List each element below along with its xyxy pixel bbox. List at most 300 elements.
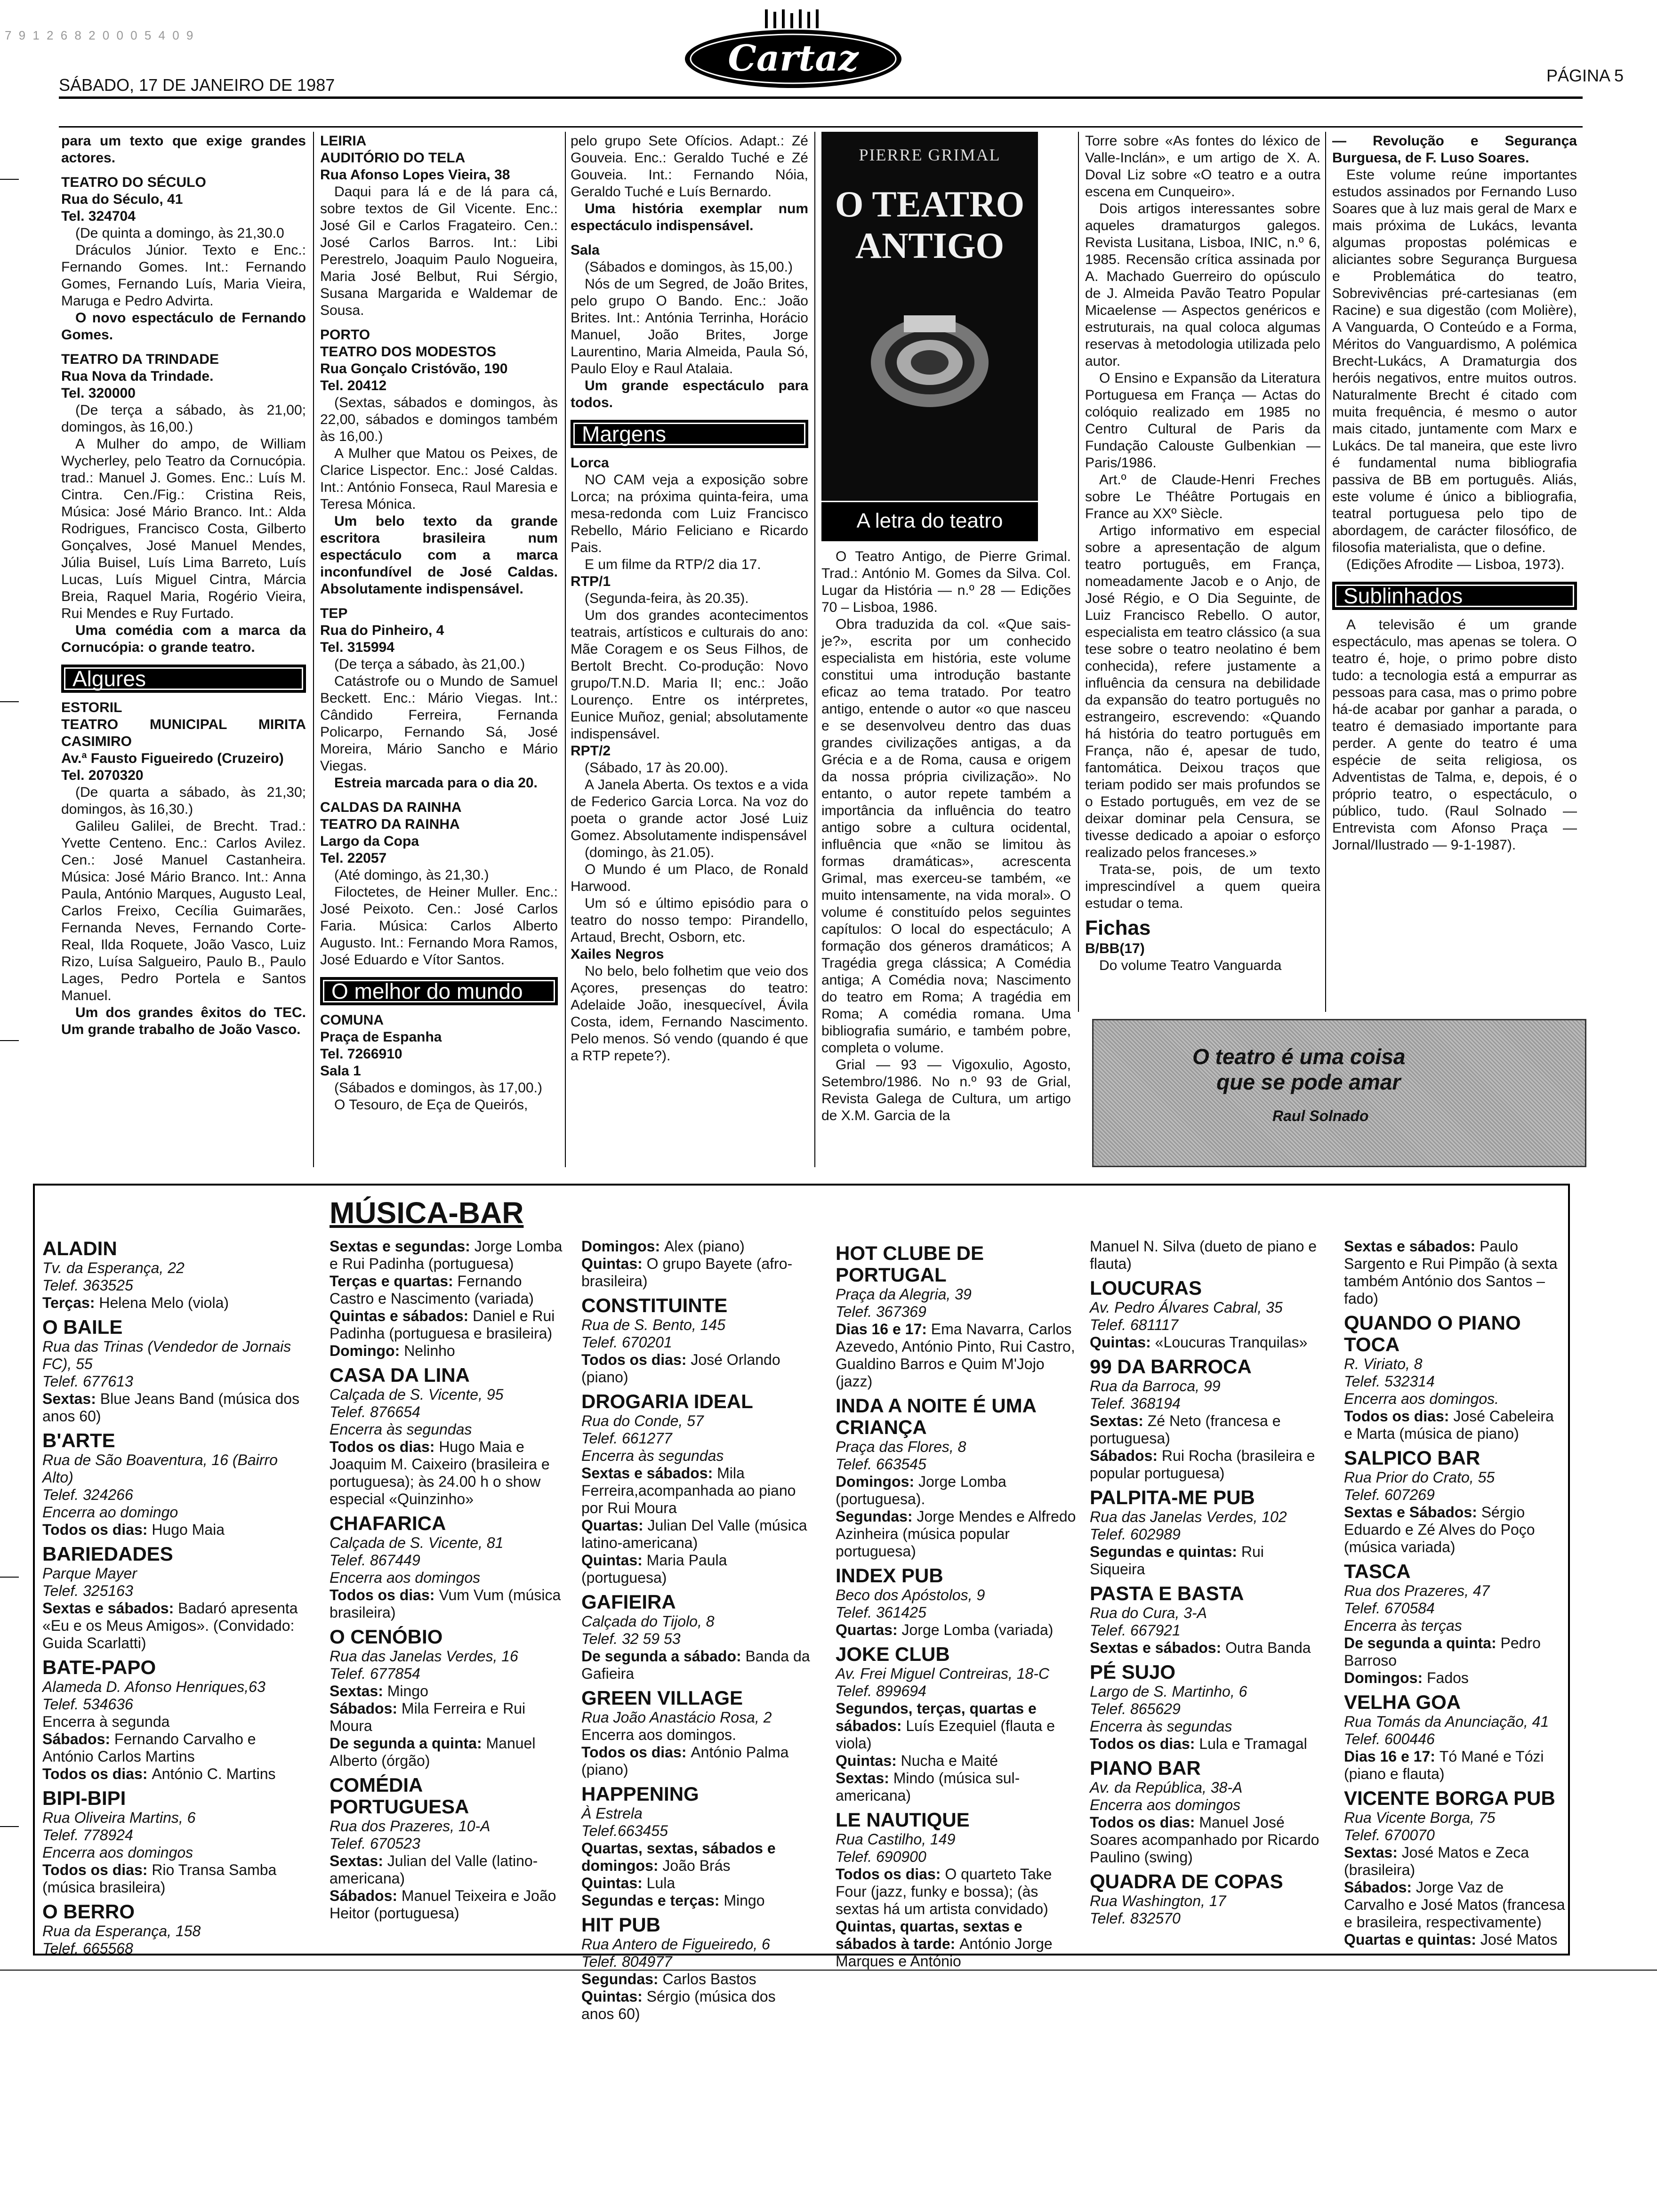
schedule-text: Tó Mané e Tózi (piano e flauta) (1344, 1748, 1544, 1782)
bar-detail: Telef. 667921 (1090, 1622, 1181, 1639)
schedule-text: «Loucuras Tranquilas» (1155, 1334, 1308, 1351)
section-band-margens: Margens (571, 420, 808, 448)
schedule: (Sábados e domingos, às 17,00.) (334, 1080, 542, 1096)
bar-name: O BERRO (42, 1900, 135, 1923)
schedule-label: Sábados: (42, 1731, 114, 1747)
venue-address: Av.ª Fausto Figueiredo (Cruzeiro) (61, 751, 284, 766)
schedule-label: Sextas e Sábados: (1344, 1504, 1481, 1521)
bar-schedule (330, 1307, 565, 1342)
schedule-text: Mingo (724, 1892, 765, 1909)
bar-schedule (330, 1587, 565, 1621)
column-rule (565, 132, 566, 1167)
bar-detail: Encerra aos domingos (42, 1844, 193, 1861)
bar-name: BIPI-BIPI (42, 1787, 126, 1809)
schedule: (De quinta a domingo, às 21,30.0 (75, 225, 284, 241)
venue-phone: Tel. 324704 (61, 208, 136, 224)
bar-schedule (330, 1852, 565, 1887)
play-info: Filoctetes, de Heiner Muller. Enc.: José Peixoto. Cen.: José Carlos Faria. Música: Carlos Alberto Augusto. Int.: Fernando Mora Ramos, José Eduardo e Vítor Santos. (320, 884, 558, 968)
text: E um filme da RTP/2 dia 17. (585, 557, 761, 572)
schedule-label: Dias 16 e 17: (836, 1321, 931, 1338)
header-rule-thin (59, 126, 1583, 128)
schedule-label: Sextas e sábados: (1090, 1639, 1226, 1656)
play-info: A Mulher que Matou os Peixes, de Clarice Lispector. Enc.: José Caldas. Int.: António Fonseca, Raul Maresia e Teresa Mónica. (320, 446, 558, 512)
masthead-logo (680, 9, 906, 92)
bar-schedule (581, 1726, 812, 1744)
bar-detail: Encerra aos domingos (330, 1569, 481, 1586)
schedule-label: Sextas: (330, 1683, 387, 1699)
schedule-label: Sextas e segundas: (330, 1238, 475, 1255)
schedule-text: Badaró apresenta «Eu e os Meus Amigos». (Convidado: Guida Scarlatti) (42, 1600, 298, 1651)
subhead: Lorca (571, 455, 609, 471)
fichas-heading: Fichas (1085, 916, 1151, 939)
bar-schedule (42, 1600, 306, 1652)
bar-schedule (581, 1351, 812, 1386)
book-caption: A letra do teatro (821, 501, 1038, 541)
bar-schedule (836, 1918, 1080, 1970)
bar-detail: Rua Vicente Borga, 75 (1344, 1809, 1496, 1826)
schedule-label: Sábados: (330, 1887, 402, 1904)
bar-detail: Telef. 876654 (330, 1403, 420, 1420)
schedule-label: Sábados: (1090, 1447, 1162, 1464)
bar-detail: Telef. 602989 (1090, 1526, 1181, 1543)
edge-mark (0, 701, 19, 702)
bar-detail: Telef. 325163 (42, 1582, 133, 1599)
bar-schedule (1090, 1334, 1320, 1351)
bar-schedule (836, 1621, 1080, 1639)
bar-detail: Encerra aos domingos. (1344, 1390, 1499, 1407)
bar-schedule (836, 1866, 1080, 1918)
schedule-text: João Brás (662, 1857, 731, 1874)
bar-name: QUADRA DE COPAS (1090, 1870, 1283, 1892)
schedule-label: Domingos: (1344, 1669, 1427, 1686)
column-4 (821, 548, 1071, 1179)
issue-date: SÁBADO, 17 DE JANEIRO DE 1987 (59, 75, 335, 95)
bar-name: 99 DA BARROCA (1090, 1355, 1252, 1378)
bar-detail: Telef. 867449 (330, 1552, 420, 1569)
musica-bar-column-6 (1344, 1238, 1565, 1951)
column-6 (1332, 133, 1577, 1018)
schedule-label: Quintas: (581, 1875, 647, 1891)
bar-detail: Telef. 677613 (42, 1373, 133, 1390)
text: Grial — 93 — Vigoxulio, Agosto, Setembro/1986. No n.º 93 de Grial, Revista Galega de Cultura, um artigo de X.M. Garcia de la (821, 1057, 1071, 1123)
bar-detail: Tv. da Esperança, 22 (42, 1259, 185, 1276)
bar-detail: Rua do Conde, 57 (581, 1412, 704, 1429)
play-info: Daqui para lá e de lá para cá, sobre textos de Gil Vicente. Enc.: José Gil e Carlos Fragateiro. Cen.: José Carlos Barros. Int.: Libi Perestrelo, Joaquim Paulo Nogueira, Maria José Belbut, Rui Sérgio, Susana Margarida e Waldemar de Sousa. (320, 184, 558, 318)
play-info: A Mulher do ampo, de William Wycherley, pelo Teatro da Cornucópia. trad.: Manuel J. Gomes. Enc.: Luís M. Cintra. Cen./Fig.: Cristina Reis, Música: José Mário Branco. Int.: Alda Rodrigues, Francisco Costa, Gilberto Gonçalves, José Manuel Mendes, Júlia Buisel, Luís Lima Barreto, Luís Lucas, Luís Miguel Cintra, Márcia Breia, Raquel Maria, Rogério Vieira, Rui Mendes e Ruy Furtado. (61, 436, 306, 621)
schedule-text: Julian Del Valle (música latino-americana) (581, 1517, 807, 1551)
schedule-label: Quintas, quartas, sextas e sábados à tarde: (836, 1918, 1022, 1952)
schedule-label: Todos os dias: (42, 1861, 152, 1878)
bar-name: B'ARTE (42, 1429, 115, 1451)
play-info: Dráculos Júnior. Texto e Enc.: Fernando Gomes. Int.: Fernando Gomes, Fernando Luís, Maria Vieira, Maruga e Pedro Advirta. (61, 242, 306, 309)
text: para um texto que exige grandes actores. (61, 133, 306, 166)
bar-schedule (1344, 1748, 1565, 1783)
schedule-label: Sextas e sábados: (42, 1600, 178, 1617)
bar-schedule (1344, 1931, 1565, 1948)
schedule-label: Terças e quartas: (330, 1273, 458, 1290)
schedule-label: Todos os dias: (581, 1744, 691, 1761)
bar-name: QUANDO O PIANO TOCA (1344, 1312, 1521, 1355)
bar-schedule (1344, 1408, 1565, 1443)
schedule-text: Mila Ferreira e Rui Moura (330, 1700, 526, 1734)
bar-detail: Rua de São Boaventura, 16 (Bairro Alto) (42, 1451, 278, 1486)
book-cover-art (864, 292, 996, 414)
schedule-text: Carlos Bastos (662, 1971, 756, 1988)
bar-schedule (42, 1731, 306, 1765)
bar-detail: Telef. 778924 (42, 1827, 133, 1843)
schedule-text: Daniel e Rui Padinha (portuguesa e brasileira) (330, 1307, 555, 1342)
column-5 (1085, 133, 1320, 1018)
bar-detail: Rua Tomás da Anunciação, 41 (1344, 1713, 1549, 1730)
text: Um só e último episódio para o teatro do nosso tempo: Pirandello, Artaud, Brecht, Osborn, etc. (571, 896, 808, 945)
bar-schedule (330, 1887, 565, 1922)
schedule-label: Quintas: (1090, 1334, 1155, 1351)
bar-detail: Telef. 361425 (836, 1604, 926, 1621)
schedule-text: Manuel Alberto (órgão) (330, 1735, 536, 1769)
bar-name: HAPPENING (581, 1783, 699, 1805)
schedule-text: Julian del Valle (latino-americana) (330, 1852, 538, 1887)
text: Este volume reúne importantes estudos assinados por Fernando Luso Soares que à luz mais geral de Marx e mais próxima de Lukács, levanta algumas propostas polémicas e aliciantes sobre Segurança Burguesa e Problemática do teatro, Sobrevivências pré-cartesianas (em Racine) e sua digestão (com Molière), A Vanguarda, O Conteúdo e a Forma, Méritos do Vanguardismo, A polémica Brecht-Lukács, A Dramaturgia dos heróis negativos, entre muitos outros. Naturalmente Brecht é citado com muita frequência, é mesmo o autor mais citado, juntamente com Marx e Lukács. De tal maneira, que este livro é fundamental numa bibliografia passiva de BB em português. Aliás, este volume é único a bibliografia, teatral portuguesa pelo tipo de abordagem, de carácter filosófico, de filosofia materialista, que o define. (1332, 167, 1577, 555)
venue-phone: Tel. 315994 (320, 640, 394, 655)
bar-name: JOKE CLUB (836, 1643, 950, 1665)
edge-mark (0, 179, 19, 180)
schedule-label: Segundas e quintas: (1090, 1543, 1241, 1560)
schedule-label: Sextas: (1344, 1844, 1402, 1861)
schedule: (Sábado, 17 às 20.00). (585, 760, 729, 776)
bar-name: GAFIEIRA (581, 1591, 676, 1613)
bar-schedule (581, 1648, 812, 1683)
bar-name: INDEX PUB (836, 1564, 943, 1587)
bar-detail: Telef.663455 (581, 1822, 668, 1839)
bar-detail: Praça da Alegria, 39 (836, 1286, 972, 1303)
bar-schedule (1344, 1669, 1565, 1687)
schedule-text: José Cabeleira e Marta (música de piano) (1344, 1408, 1554, 1442)
header-rule (59, 96, 1583, 99)
schedule-label: Sextas e sábados: (1344, 1238, 1480, 1255)
bar-schedule (1090, 1735, 1320, 1753)
bar-schedule (581, 1840, 812, 1875)
schedule-label: Domingo: (330, 1342, 404, 1359)
text: No belo, belo folhetim que veio dos Açores, presenças do teatro: Adelaide João, inesquecível, Ávila Costa, idem, Fernando Nascimento. Pelo menos. Só vendo (quando é que a RTP repete?). (571, 963, 808, 1064)
bar-name: HOT CLUBE DE PORTUGAL (836, 1242, 984, 1286)
bar-name: PIANO BAR (1090, 1757, 1201, 1779)
city-name: LEIRIA (320, 133, 367, 149)
schedule-text: Fernando Carvalho e António Carlos Martins (42, 1731, 256, 1765)
bottom-rule (0, 1970, 1657, 1971)
schedule-text: Nelinho (404, 1342, 455, 1359)
bar-name: CONSTITUINTE (581, 1294, 728, 1316)
bar-schedule (581, 1892, 812, 1909)
venue-name: TEATRO DOS MODESTOS (320, 344, 496, 360)
schedule-text: Hugo Maia (152, 1521, 225, 1538)
bar-detail: Encerra às segundas (1090, 1718, 1232, 1735)
bar-name: LE NAUTIQUE (836, 1809, 970, 1831)
schedule-text: Sérgio Eduardo e Zé Alves do Poço (música variada) (1344, 1504, 1535, 1555)
bar-schedule (1344, 1238, 1565, 1307)
venue-name: AUDITÓRIO DO TELA (320, 150, 466, 166)
bar-detail: Telef. 324266 (42, 1486, 133, 1503)
bar-schedule (330, 1438, 565, 1508)
schedule-text: Lula (646, 1875, 676, 1891)
column-rule (814, 132, 815, 1167)
bar-schedule (330, 1342, 565, 1360)
bar-schedule (330, 1735, 565, 1770)
edge-mark (0, 1826, 19, 1827)
review: O novo espectáculo de Fernando Gomes. (61, 310, 306, 343)
quote-author: Raul Solnado (1272, 1107, 1369, 1124)
book-cover-image (821, 132, 1038, 541)
column-2 (320, 133, 558, 1178)
schedule-text: Luís Ezequiel (flauta e viola) (836, 1717, 1055, 1752)
schedule: (domingo, às 21.05). (585, 845, 715, 860)
schedule: (De quarta a sábado, às 21,30; domingos, às 16,30.) (61, 785, 306, 817)
schedule-text: Manuel José Soares acompanhado por Ricardo Paulino (swing) (1090, 1814, 1319, 1866)
schedule-text: Fados (1426, 1669, 1469, 1686)
venue-address: Praça de Espanha (320, 1029, 442, 1045)
bar-schedule (1344, 1879, 1565, 1931)
schedule-label: Segundos, terças, quartas e sábados: (836, 1700, 1037, 1734)
schedule-label: De segunda a quinta: (330, 1735, 486, 1752)
play-info: O Tesouro, de Eça de Queirós, (334, 1097, 528, 1113)
venue-address: Rua Afonso Lopes Vieira, 38 (320, 167, 510, 183)
schedule-label: Segundas e terças: (581, 1892, 724, 1909)
schedule-text: O quarteto Take Four (jazz, funky e bossa); (às sextas há um artista convidado) (836, 1866, 1052, 1917)
schedule-label: Sábados: (330, 1700, 402, 1717)
column-1 (61, 133, 306, 1178)
bar-name: O BAILE (42, 1316, 123, 1338)
schedule-text: Encerra aos domingos. (581, 1726, 737, 1743)
bar-detail: R. Viriato, 8 (1344, 1355, 1423, 1372)
schedule-label: Todos os dias: (330, 1438, 439, 1455)
quote-text: O teatro é uma coisa que se pode amar (1192, 1044, 1406, 1094)
bar-detail: Rua do Cura, 3-A (1090, 1604, 1207, 1621)
bar-detail: Telef. 899694 (836, 1683, 926, 1699)
quote-box (1092, 1019, 1586, 1167)
schedule-text: Paulo Sargento e Rui Pimpão (à sexta também António dos Santos – fado) (1344, 1238, 1558, 1307)
book-title: O TEATRO ANTIGO (835, 184, 1025, 266)
venue-phone: Tel. 22057 (320, 850, 387, 866)
musica-bar-column-3 (581, 1238, 812, 2022)
bar-detail: Rua Castilho, 149 (836, 1831, 956, 1848)
column-rule (313, 132, 314, 1167)
page-number: PÁGINA 5 (1546, 66, 1624, 85)
schedule-text: Outra Banda (1225, 1639, 1311, 1656)
bar-detail: Calçada do Tijolo, 8 (581, 1613, 715, 1630)
schedule-label: Quintas: (581, 1988, 647, 2005)
bar-schedule (836, 1700, 1080, 1752)
bar-schedule (1344, 1504, 1565, 1556)
schedule-text: António Jorge Marques e António (836, 1935, 1053, 1970)
schedule-text: Encerra à segunda (42, 1713, 170, 1730)
schedule-label: Quintas: (581, 1255, 647, 1272)
schedule-label: Todos os dias: (42, 1521, 152, 1538)
musica-bar-column-1 (42, 1237, 306, 1957)
text: (Edições Afrodite — Lisboa, 1973). (1346, 557, 1565, 572)
bar-detail: Telef. 670523 (330, 1835, 420, 1852)
schedule-text: Mila Ferreira,acompanhada ao piano por Rui Moura (581, 1465, 796, 1516)
musica-bar-column-4 (836, 1242, 1080, 1970)
bar-detail: Rua Antero de Figueiredo, 6 (581, 1936, 770, 1953)
bar-detail: Telef. 865629 (1090, 1700, 1181, 1717)
schedule-label: De segunda a sábado: (581, 1648, 746, 1665)
fichas-code: B/BB(17) (1085, 941, 1145, 956)
bar-detail: Telef. 368194 (1090, 1395, 1181, 1412)
bar-name: VICENTE BORGA PUB (1344, 1787, 1555, 1809)
bar-detail: Parque Mayer (42, 1565, 137, 1582)
book-author: PIERRE GRIMAL (859, 145, 1001, 164)
bar-name: PASTA E BASTA (1090, 1582, 1244, 1604)
bar-detail: Encerra às terças (1344, 1617, 1462, 1634)
schedule-text: António C. Martins (152, 1765, 276, 1782)
musica-bar-title: MÚSICA-BAR (330, 1196, 524, 1230)
venue-address: Largo da Copa (320, 834, 419, 849)
bar-schedule (581, 1971, 812, 1988)
section-band-algures: Algures (61, 665, 306, 693)
bar-detail: Telef. 534636 (42, 1696, 133, 1713)
schedule-text: Hugo Maia e Joaquim M. Caixeiro (brasileira e portuguesa); às 24.00 h o show especial «Quinzinho» (330, 1438, 550, 1507)
schedule-label: Sextas: (836, 1770, 893, 1787)
play-info: Catástrofe ou o Mundo de Samuel Beckett. Enc.: Mário Viegas. Int.: Cândido Ferreira, Fernanda Policarpo, Fernando Sá, José Moreira, Mário Sancho e Mário Viegas. (320, 673, 558, 774)
text: Trata-se, pois, de um texto imprescindível a quem queira estudar o tema. (1085, 862, 1320, 911)
review: Um belo texto da grande escritora brasileira num espectáculo com a marca inconfundível de José Caldas. Absolutamente indispensável. (320, 513, 558, 597)
bar-detail: Telef. 363525 (42, 1277, 133, 1294)
city-name: CALDAS DA RAINHA (320, 800, 462, 815)
schedule-text: Alex (piano) (664, 1238, 745, 1255)
bar-detail: Telef. 832570 (1090, 1910, 1181, 1927)
bar-schedule (330, 1273, 565, 1307)
bar-schedule (581, 1465, 812, 1517)
schedule-text: Blue Jeans Band (música dos anos 60) (42, 1390, 300, 1425)
schedule-label: Domingos: (836, 1473, 918, 1490)
bar-detail: Telef. 32 59 53 (581, 1630, 681, 1647)
venue-address: Rua Gonçalo Cristóvão, 190 (320, 361, 508, 377)
bar-name: SALPICO BAR (1344, 1447, 1480, 1469)
schedule-label: Sábados: (1344, 1879, 1416, 1896)
city-name: PORTO (320, 327, 370, 343)
bar-detail: Telef. 663545 (836, 1456, 926, 1473)
text: Dois artigos interessantes sobre aqueles dramaturgos galegos. Revista Lusitana, Lisboa, INIC, n.º 6, 1985. Recensão crítica assinada por A. Machado Guerreiro do opúsculo de J. Almeida Pavão Teatro Popular Micaelense — Aspectos genéricos e estruturais, na qual coloca algumas reservas à metodologia utilizada pelo autor. (1085, 201, 1320, 369)
text: Um dos grandes acontecimentos teatrais, artísticos e culturais do ano: Mãe Coragem e os Seus Filhos, de Bertolt Brecht. Co-produção: Novo grupo/T.N.D. Maria II; enc.: João Lourenço. Entre os intérpretes, Eunice Muñoz, genial; absolutamente indispensável. (571, 608, 808, 742)
bar-detail: Rua Oliveira Martins, 6 (42, 1809, 196, 1826)
play-info: pelo grupo Sete Ofícios. Adapt.: Zé Gouveia. Enc.: Geraldo Tuché e Zé Gouveia. Int.: Fernando Nóia, Geraldo Tuché e Luís Bernardo. (571, 133, 808, 200)
schedule-text: Jorge Lomba (variada) (901, 1621, 1054, 1638)
schedule-text: José Matos (1480, 1931, 1558, 1948)
schedule-text: Manuel N. Silva (dueto de piano e flauta) (1090, 1238, 1317, 1272)
schedule-label: Segundas: (581, 1971, 663, 1988)
schedule-label: Sextas e sábados: (581, 1465, 717, 1482)
bar-schedule (581, 1744, 812, 1779)
schedule-label: Quintas: (836, 1752, 901, 1769)
schedule-text: José Matos e Zeca (brasileira) (1344, 1844, 1529, 1878)
edge-mark (0, 1577, 19, 1578)
schedule-text: Ema Navarra, Carlos Azevedo, António Pinto, Rui Castro, Gualdino Barros e Quim M'Jojo (jazz) (836, 1321, 1075, 1390)
schedule-text: Rui Siqueira (1090, 1543, 1264, 1578)
schedule: (De terça a sábado, às 21,00; domingos, às 16,00.) (61, 402, 306, 435)
bar-schedule (1090, 1543, 1320, 1578)
bar-schedule (1090, 1814, 1320, 1866)
bar-name: LOUCURAS (1090, 1277, 1202, 1299)
review: Um dos grandes êxitos do TEC. Um grande trabalho de João Vasco. (61, 1005, 306, 1037)
bar-detail: Rua das Janelas Verdes, 102 (1090, 1508, 1287, 1525)
venue-address: Rua do Século, 41 (61, 192, 183, 207)
schedule-label: Quintas: (581, 1552, 647, 1569)
bar-schedule (330, 1238, 565, 1273)
schedule: (Sábados e domingos, às 15,00.) (585, 259, 793, 275)
bar-schedule (42, 1861, 306, 1896)
schedule-text: Jorge Lomba e Rui Padinha (portuguesa) (330, 1238, 563, 1272)
bar-schedule (581, 1988, 812, 2023)
bar-detail: Encerra às segundas (581, 1447, 724, 1464)
bar-name: ALADIN (42, 1237, 117, 1259)
schedule-label: Todos os dias: (1344, 1408, 1454, 1425)
schedule-label: Quartas, sextas, sábados e domingos: (581, 1840, 776, 1874)
bar-name: CASA DA LINA (330, 1364, 470, 1386)
schedule-label: Todos os dias: (42, 1765, 152, 1782)
bar-detail: Telef. 670584 (1344, 1600, 1435, 1617)
bar-schedule (581, 1552, 812, 1587)
schedule-label: Quartas: (836, 1621, 902, 1638)
schedule-text: Banda da Gafieira (581, 1648, 810, 1682)
musica-bar-column-5 (1090, 1238, 1320, 1951)
column-rule (1078, 132, 1079, 1012)
schedule-text: O grupo Bayete (afro-brasileira) (581, 1255, 793, 1290)
venue-name: COMUNA (320, 1012, 384, 1028)
subhead: RTP/1 (571, 574, 611, 589)
bar-detail: Telef. 600446 (1344, 1731, 1435, 1747)
venue-address: Rua Nova da Trindade. (61, 369, 214, 384)
schedule-label: De segunda a quinta: (1344, 1635, 1501, 1651)
review: Um grande espectáculo para todos. (571, 378, 808, 410)
bar-schedule (836, 1770, 1080, 1804)
bar-schedule (1090, 1639, 1320, 1657)
bar-schedule (581, 1875, 812, 1892)
schedule-text: Helena Melo (viola) (99, 1294, 229, 1311)
text: Artigo informativo em especial sobre a apresentação de algum teatro português, em França, nomeadamente Jacob e o Anjo, de José Régio, e O Dia Seguinte, de Luiz Francisco Rebello. O autor, especialista em teatro clássico (a sua tese sobre o teatro neolatino é bem conhecida), refere justamente a influência da censura na debilidade da expansão do teatro português no estrangeiro, escrevendo: «Quando há história do teatro português em França, não é, apesar de tudo, fantomática. Deixou traços que teriam podido ser mais profundos se o Estado português, em vez de se deixar dominar pela Censura, se tivesse dedicado a apoiar o esforço realizado pelos franceses.» (1085, 523, 1320, 860)
venue-phone: Tel. 2070320 (61, 768, 144, 783)
svg-text:Cartaz: Cartaz (728, 37, 859, 79)
bar-name: DROGARIA IDEAL (581, 1390, 753, 1412)
text: NO CAM veja a exposição sobre Lorca; na próxima quinta-feira, uma mesa-redonda com Luiz Francisco Rebello, Mário Feliciano e Ricardo Pais. (571, 472, 808, 555)
schedule-text: Manuel Teixeira e João Heitor (portuguesa) (330, 1887, 556, 1922)
bar-detail: Rua dos Prazeres, 10-A (330, 1818, 491, 1835)
venue-phone: Tel. 20412 (320, 378, 387, 393)
bar-name: PÉ SUJO (1090, 1661, 1176, 1683)
bar-name: GREEN VILLAGE (581, 1687, 743, 1709)
review: Estreia marcada para o dia 20. (334, 775, 538, 791)
bar-schedule (1090, 1238, 1320, 1273)
bar-schedule (1090, 1447, 1320, 1482)
scan-stamp: 7 9 1 2 6 8 2 0 0 0 5 4 0 9 (5, 28, 195, 42)
play-info: Nós de um Segred, de João Brites, pelo grupo O Bando. Enc.: João Brites. Int.: Antónia Terrinha, Horácio Manuel, João Brites, Jorge Laurentino, Maria Almeida, Paula Só, Paulo Eloy e Raul Atalaia. (571, 276, 808, 377)
bar-detail: Av. Pedro Álvares Cabral, 35 (1090, 1299, 1283, 1316)
bar-detail: Av. Frei Miguel Contreiras, 18-C (836, 1665, 1050, 1682)
bar-detail: Telef. 532314 (1344, 1373, 1435, 1390)
bar-schedule (581, 1238, 812, 1255)
schedule-text: Mindo (música sul-americana) (836, 1770, 1020, 1804)
bar-detail: À Estrela (581, 1805, 643, 1822)
bar-detail: Rua João Anastácio Rosa, 2 (581, 1709, 772, 1726)
bar-detail: Encerra ao domingo (42, 1504, 178, 1521)
bar-detail: Calçada de S. Vicente, 95 (330, 1386, 504, 1403)
bar-detail: Telef. 677854 (330, 1665, 420, 1682)
bar-detail: Praça das Flores, 8 (836, 1438, 966, 1455)
schedule-text: Nucha e Maité (901, 1752, 998, 1769)
schedule-text: Pedro Barroso (1344, 1635, 1541, 1669)
bar-name: INDA A NOITE É UMA CRIANÇA (836, 1395, 1036, 1438)
bar-detail: Encerra às segundas (330, 1421, 472, 1438)
bar-detail: Telef. 665568 (42, 1940, 133, 1957)
schedule-label: Segundas: (836, 1508, 917, 1525)
